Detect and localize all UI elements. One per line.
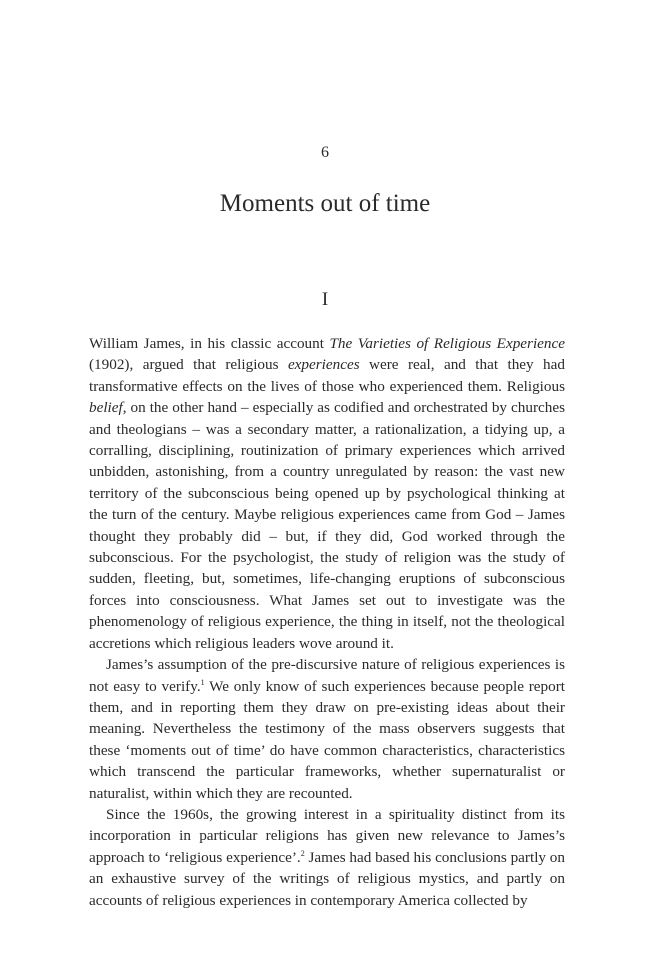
paragraph-2-text-1: James’s assumption of the pre-discursive nature of religious experiences is not easy to verify.: [89, 656, 565, 695]
paragraph-1-text-2: (1902), argued that religious: [89, 356, 288, 374]
body-text: [89, 333, 565, 911]
emphasis-experiences: experiences: [287, 356, 360, 374]
book-title-italic: The Varieties of Religious Experience: [329, 335, 565, 352]
paragraph-1-text-3: were real, and that they had transformative effects on the lives of those who experienced them. Religious: [89, 356, 565, 395]
paragraph-1-text-1: William James, in his classic account: [89, 335, 330, 352]
paragraph-1-text-4: , on the other hand – especially as codified and orchestrated by churches and theologians – was a secondary matter, a rationalization, a tidying up, a corralling, disciplining, routinization of primary experiences which arrived unbidden, astonishing, from a country unregulated by reason: the vast new territory of the subconscious being opened up by psychological thinking at the turn of the century. Maybe religious experiences came from God – James thought they probably did – but, if they did, God worked through the subconscious. For the psychologist, the study of religion was the study of sudden, fleeting, but, sometimes, life-changing eruptions of subconscious forces into consciousness. What James set out to investigate was the phenomenology of religious experience, the thing in itself, not the theological accretions which religious leaders wove around it.: [89, 399, 565, 652]
paragraph-3-text-2: James had based his conclusions partly on an exhaustive survey of the writings of religious mystics, and partly on accounts of religious experiences in contemporary America collected by: [89, 848, 565, 909]
chapter-title: Moments out of time: [219, 190, 431, 217]
paragraph-2: [89, 654, 565, 804]
paragraph-1: [89, 333, 565, 654]
paragraph-3: [89, 804, 565, 911]
footnote-ref-2[interactable]: 2: [300, 848, 305, 858]
chapter-number: 6: [321, 144, 329, 161]
paragraph-2-text-2: We only know of such experiences because people report them, and in reporting them they draw on pre-existing ideas about their meaning. Nevertheless the testimony of the mass observers suggests that these ‘moments out of time’ do have common characteristics, characteristics which transcend the particular frameworks, whether supernaturalist or naturalist, within which they are recounted.: [89, 677, 566, 802]
paragraph-3-text-1: Since the 1960s, the growing interest in a spirituality distinct from its incorporation in particular religions has given new relevance to James’s approach to ‘religious experience’.: [89, 805, 565, 866]
section-numeral: I: [321, 289, 329, 310]
footnote-ref-1[interactable]: 1: [200, 677, 205, 687]
emphasis-belief: belief: [89, 399, 123, 417]
